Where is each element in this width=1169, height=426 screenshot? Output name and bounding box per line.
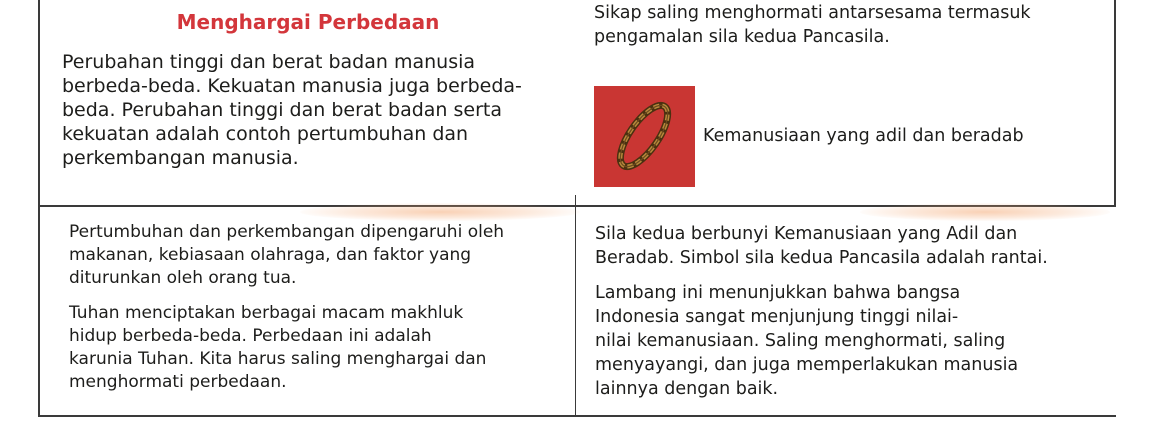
- text-line: kekuatan adalah contoh pertumbuhan dan: [62, 123, 469, 145]
- symbol-caption: Kemanusiaan yang adil dan beradab: [703, 126, 1024, 146]
- text-line: beda. Perubahan tinggi dan berat badan serta: [62, 99, 502, 121]
- decorative-swoosh-right: [860, 203, 1110, 221]
- diversity-paragraph: [69, 302, 569, 394]
- respect-intro-paragraph: [594, 1, 1114, 49]
- text-line: Beradab. Simbol sila kedua Pancasila adalah rantai.: [595, 248, 1048, 268]
- middle-divider-line: [575, 195, 576, 417]
- text-line: Indonesia sangat menjunjung tinggi nilai-: [595, 307, 959, 327]
- text-line: diturunkan oleh orang tua.: [69, 268, 297, 288]
- text-line: Lambang ini menunjukkan bahwa bangsa: [595, 283, 961, 303]
- text-line: pengamalan sila kedua Pancasila.: [594, 27, 890, 47]
- chain-ring-icon: [594, 86, 695, 187]
- text-line: Sila kedua berbunyi Kemanusiaan yang Adil dan: [595, 224, 1018, 244]
- text-line: hidup berbeda-beda. Perbedaan ini adalah: [69, 326, 432, 346]
- decorative-swoosh-left: [300, 203, 580, 221]
- bottom-border-line: [38, 415, 1116, 417]
- text-line: Sikap saling menghormati antarsesama termasuk: [594, 3, 1031, 23]
- text-line: menyayangi, dan juga memperlakukan manusia: [595, 355, 1019, 375]
- left-border-line: [38, 0, 40, 417]
- text-line: perkembangan manusia.: [62, 147, 299, 169]
- symbol-meaning-paragraph: [595, 281, 1115, 401]
- text-line: menghormati perbedaan.: [69, 372, 287, 392]
- text-line: Tuhan menciptakan berbagai macam makhluk: [69, 303, 464, 323]
- growth-factors-paragraph: [69, 221, 569, 290]
- section-title: Menghargai Perbedaan: [176, 10, 440, 34]
- text-line: Pertumbuhan dan perkembangan dipengaruhi oleh: [69, 222, 505, 242]
- text-line: nilai kemanusiaan. Saling menghormati, saling: [595, 331, 1006, 351]
- sila-kedua-paragraph: [595, 222, 1115, 270]
- sila-symbol-tile: [594, 86, 695, 187]
- text-line: Perubahan tinggi dan berat badan manusia: [62, 51, 476, 73]
- right-border-line: [1114, 0, 1116, 207]
- text-line: berbeda-beda. Kekuatan manusia juga berbeda-: [62, 75, 522, 97]
- text-line: karunia Tuhan. Kita harus saling menghargai dan: [69, 349, 487, 369]
- growth-paragraph: [62, 50, 572, 170]
- text-line: makanan, kebiasaan olahraga, dan faktor yang: [69, 245, 472, 265]
- text-line: lainnya dengan baik.: [595, 379, 779, 399]
